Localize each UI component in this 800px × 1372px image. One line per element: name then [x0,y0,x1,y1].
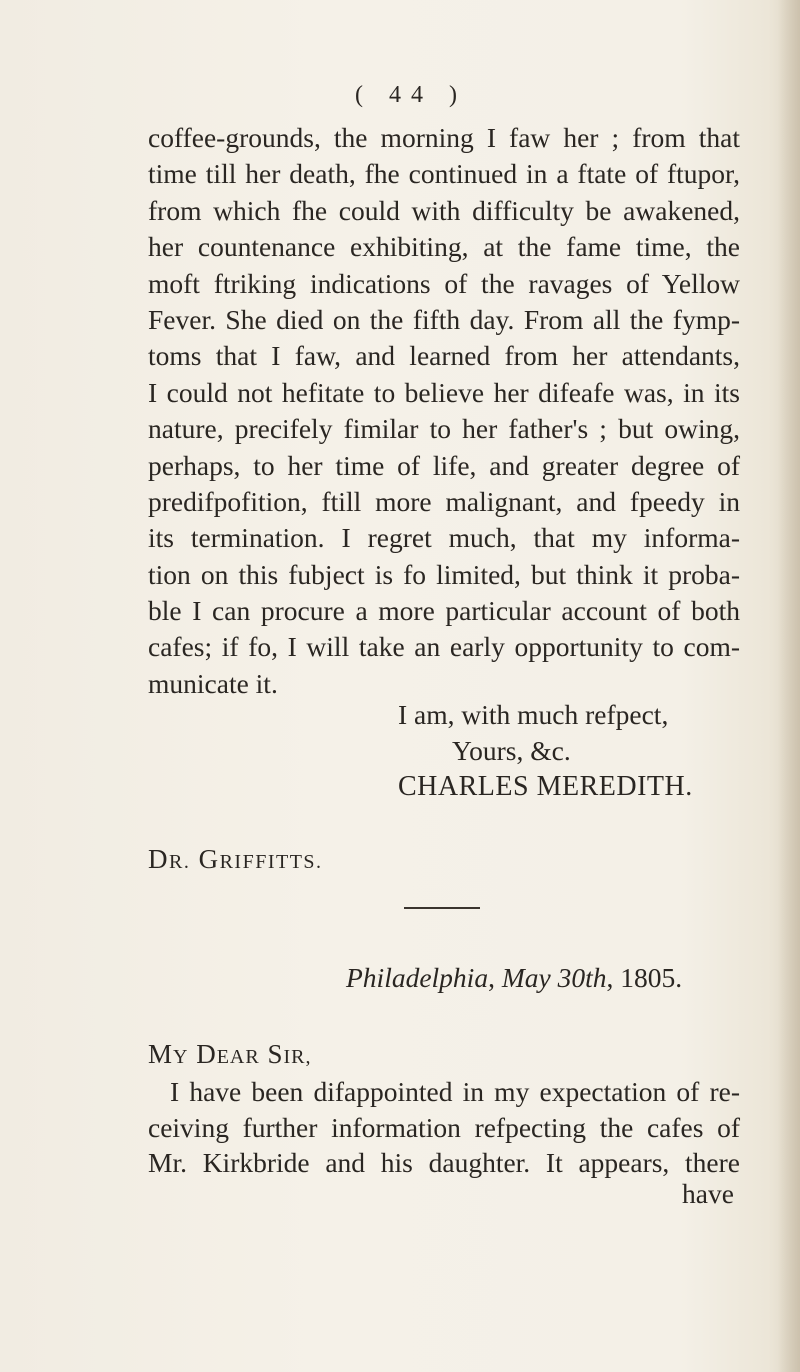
addressee [148,844,323,875]
body-line: Fever. She died on the fifth day. From all the fymp- [148,303,740,335]
page-number: ( 44 ) [355,82,467,108]
body-line: predifpofition, ftill more malignant, and fpeedy in [148,485,740,517]
closing-respect: I am, with much refpect, [398,699,669,730]
body-line: I could not hefitate to believe her difeafe was, in its [148,376,740,408]
closing-yours: Yours, &c. [452,735,571,766]
signature: CHARLES MEREDITH. [398,771,693,802]
letter-body [148,120,740,702]
addressee-name-initial: G [198,844,220,874]
body-line: tion on this fubject is fo limited, but think it proba- [148,558,740,590]
body-line: perhaps, to her time of life, and greater degree of [148,449,740,481]
body-line: I have been difappointed in my expectation of re- [170,1076,740,1107]
second-letter-body [148,1074,740,1181]
body-line: cafes; if fo, I will take an early opportunity to com- [148,631,740,663]
body-line: its termination. I regret much, that my informa- [148,522,740,554]
salutation-rest: Y [173,1046,189,1068]
body-line: ceiving further information refpecting the cafes of [148,1111,740,1143]
body-line: toms that I faw, and learned from her attendants, [148,340,740,372]
body-line: coffee-grounds, the morning I faw her ; from that [148,122,740,153]
dateline-place: Philadelphia [346,962,489,993]
salutation-initial: S [267,1039,284,1069]
salutation-rest: EAR [216,1046,260,1068]
body-line: moft ftriking indications of the ravages of Yellow [148,267,740,299]
body-line: from which fhe could with difficulty be awakened, [148,194,740,226]
salutation-rest: IR, [283,1046,312,1068]
body-line: time till her death, fhe continued in a ftate of ftupor, [148,158,740,190]
dateline-comma: , [488,962,495,993]
body-line: Mr. Kirkbride and his daughter. It appears, there [148,1147,740,1179]
dateline-comma: , [606,962,614,993]
dateline-year: 1805. [620,962,683,993]
body-line: nature, precifely fimilar to her father's ; but owing, [148,413,740,445]
addressee-name-rest: RIFFITTS. [219,851,323,873]
body-line: ble I can procure a more particular account of both [148,595,740,627]
addressee-dr-initial: D [148,844,169,874]
page-edge-shadow [778,0,800,1372]
dateline [346,962,682,994]
salutation-initial: D [196,1039,217,1069]
section-divider [404,907,480,909]
body-line: her countenance exhibiting, at the fame time, the [148,231,740,263]
body-line: municate it. [148,667,278,699]
salutation-initial: M [148,1039,174,1069]
salutation [148,1039,312,1070]
dateline-date: May 30th [501,962,607,993]
catchword: have [682,1178,734,1209]
addressee-dr-rest: R. [169,851,191,873]
